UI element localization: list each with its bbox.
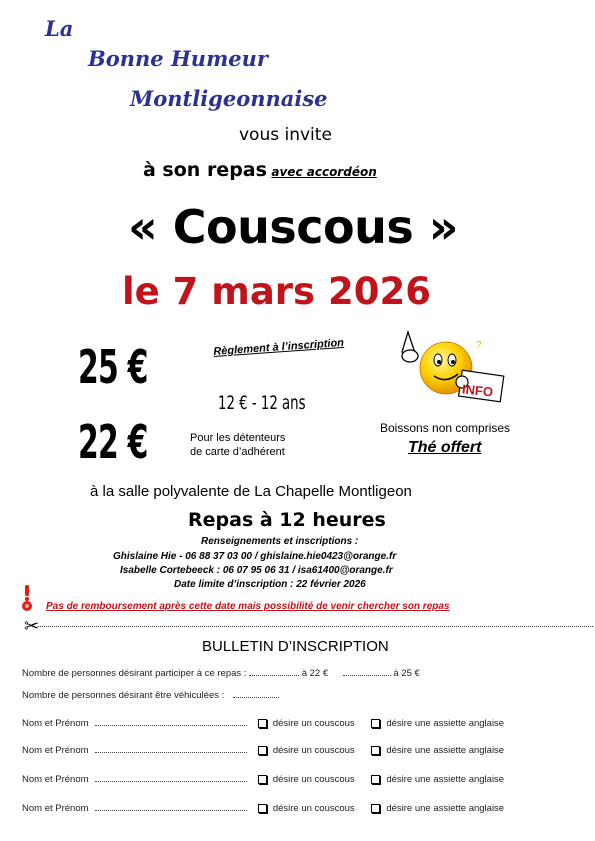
persons-22-field[interactable] [343,667,391,676]
couscous-checkbox-2[interactable] [258,746,267,755]
member-note-2: de carte d’adhérent [190,446,285,458]
opt-couscous-label: désire un couscous [272,718,355,729]
boissons-text: Boissons non comprises [380,421,511,435]
opt-couscous-label: désire un couscous [272,745,355,756]
name-row-4 [22,802,504,814]
name-field-4[interactable] [95,802,247,811]
the-offert-text: Thé offert [408,439,482,456]
opt-assiette-label: désire une assiette anglaise [386,745,505,756]
opt-couscous-label: désire un couscous [272,774,355,785]
assiette-checkbox-3[interactable] [371,775,380,784]
refund-notice: Pas de remboursement après cette date mais possibilité de venir chercher son repas [46,601,450,612]
repas-line [143,159,377,181]
opt-assiette-label: désire une assiette anglaise [386,718,505,729]
contact-header: Renseignements et inscriptions : [201,536,359,547]
event-date: le 7 mars 2026 [122,270,431,313]
name-row-2 [22,744,504,756]
member-note-1: Pour les détenteurs [190,432,286,444]
venue-text: à la salle polyvalente de La Chapelle Montligeon [90,483,412,500]
name-field-1[interactable] [95,717,247,726]
smiley-info-icon [398,326,508,416]
name-label: Nom et Prénom [22,774,89,785]
invite-text: vous invite [239,125,332,145]
price-child: 12 € - 12 ans [218,392,306,414]
event-title: « Couscous » [128,200,458,254]
vehicule-label: Nombre de personnes désirant être véhiculées : [22,690,225,701]
persons-label: Nombre de personnes désirant participer à ce repas : [22,668,247,679]
couscous-checkbox-1[interactable] [258,719,267,728]
club-name-line2: Bonne Humeur [88,46,268,71]
at25-label: à 25 € [393,668,420,679]
meal-time: Repas à 12 heures [188,509,386,531]
opt-couscous-label: désire un couscous [272,803,355,814]
club-name-line3: Montligeonnaise [130,86,328,111]
svg-text:?: ? [476,340,482,351]
cut-line [38,626,593,627]
assiette-checkbox-4[interactable] [371,804,380,813]
name-field-2[interactable] [95,744,247,753]
opt-assiette-label: désire une assiette anglaise [386,774,505,785]
form-title: BULLETIN D’INSCRIPTION [202,638,389,655]
deadline-text: Date limite d’inscription : 22 février 2026 [174,579,366,590]
name-row-1 [22,717,504,729]
info-badge: INFO [461,381,494,400]
at22-label: à 22 € [301,668,329,679]
accordeon-text: avec accordéon [271,165,377,179]
name-label: Nom et Prénom [22,718,89,729]
reglement-text: Règlement à l’inscription [213,336,345,358]
vehicule-row [22,689,279,701]
vehicule-field[interactable] [233,689,279,698]
name-field-3[interactable] [95,773,247,782]
couscous-checkbox-4[interactable] [258,804,267,813]
price-member: 22 € [78,415,148,469]
repas-text: à son repas [143,159,267,181]
assiette-checkbox-2[interactable] [371,746,380,755]
contact-line-2: Isabelle Cortebeeck : 06 07 95 06 31 / isa61400@orange.fr [120,565,393,576]
couscous-checkbox-3[interactable] [258,775,267,784]
name-label: Nom et Prénom [22,745,89,756]
assiette-checkbox-1[interactable] [371,719,380,728]
persons-field[interactable] [249,667,299,676]
scissors-icon: ✂ [24,616,40,636]
name-label: Nom et Prénom [22,803,89,814]
contact-line-1: Ghislaine Hie - 06 88 37 03 00 / ghislaine.hie0423@orange.fr [113,551,397,562]
name-row-3 [22,773,504,785]
price-main: 25 € [78,340,148,394]
opt-assiette-label: désire une assiette anglaise [386,803,505,814]
warning-pin-icon [18,585,36,611]
persons-row [22,667,420,679]
club-name-line1: La [45,16,74,41]
